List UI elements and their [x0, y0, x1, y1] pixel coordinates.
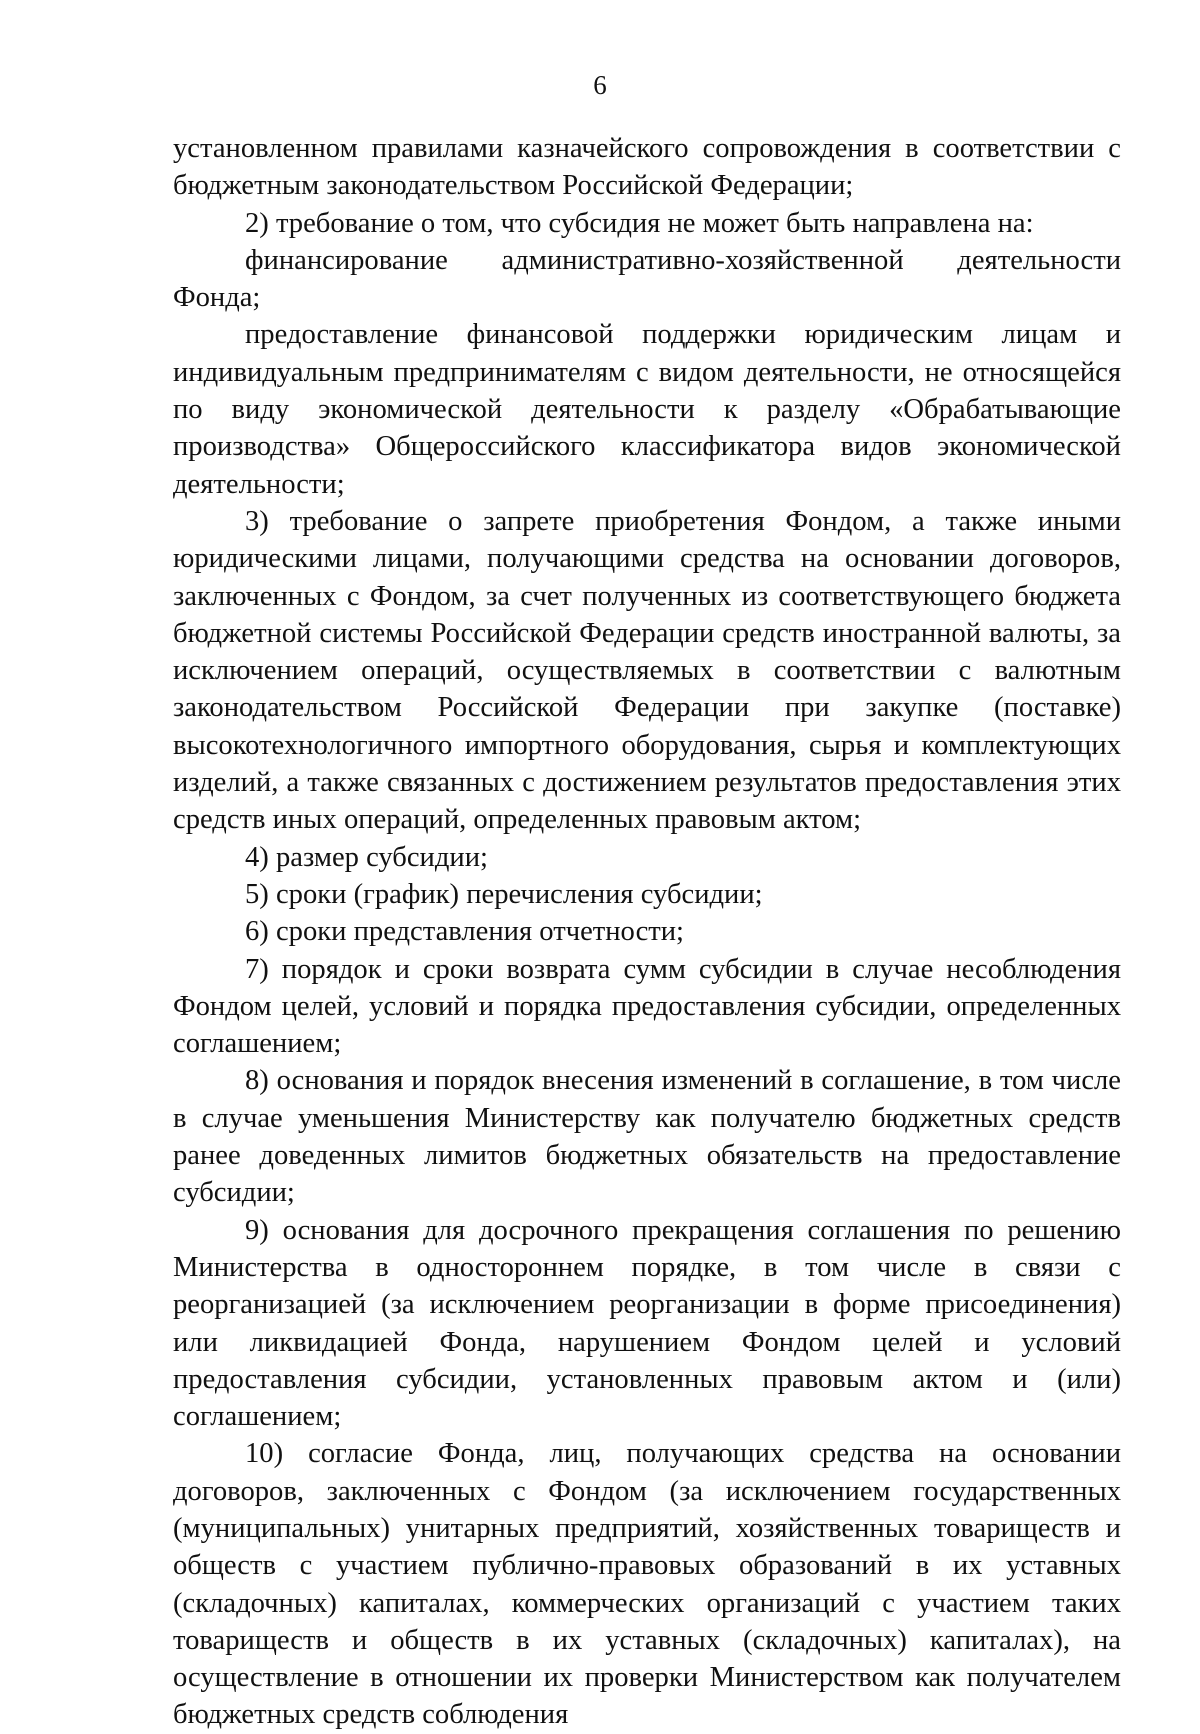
paragraph: установленном правилами казначейского сопровождения в соответствии с бюджетным законодательством Российской Федерации; [173, 133, 1121, 202]
paragraph: 8) основания и порядок внесения изменений в соглашение, в том числе в случае уменьшения Министерству как получателю бюджетных средств ранее доведенных лимитов бюджетных обязательств на предоставление субсидии; [173, 1065, 1121, 1209]
paragraph: 4) размер субсидии; [245, 841, 488, 873]
paragraph: 2) требование о том, что субсидия не может быть направлена на: [245, 207, 1034, 239]
paragraph: предоставление финансовой поддержки юридическим лицам и индивидуальным предпринимателям с видом деятельности, не относящейся по виду экономической деятельности к разделу «Обрабатывающие производства» Общероссийского классификатора видов экономической деятельности; [173, 319, 1121, 500]
page-number: 6 [593, 70, 607, 100]
paragraph: 5) сроки (график) перечисления субсидии; [245, 878, 763, 910]
document-body [173, 130, 1121, 1734]
paragraph: 6) сроки представления отчетности; [245, 916, 685, 948]
paragraph: 7) порядок и сроки возврата сумм субсидии в случае несоблюдения Фондом целей, условий и порядка предоставления субсидии, определенных соглашением; [173, 953, 1121, 1060]
paragraph: 10) согласие Фонда, лиц, получающих средства на основании договоров, заключенных с Фондом (за исключением государственных (муниципальных) унитарных предприятий, хозяйственных товариществ и обществ с участием публично-правовых образований в их уставных (складочных) капиталах, коммерческих организаций с участием таких товариществ и обществ в их уставных (складочных) капиталах), на осуществление в отношении их проверки Министерством как получателем бюджетных средств соблюдения [173, 1438, 1121, 1731]
paragraph: 9) основания для досрочного прекращения соглашения по решению Министерства в одностороннем порядке, в том числе в связи с реорганизацией (за исключением реорганизации в форме присоединения) или ликвидацией Фонда, нарушением Фондом целей и условий предоставления субсидии, установленных правовым актом и (или) соглашением; [173, 1214, 1121, 1433]
paragraph: 3) требование о запрете приобретения Фондом, а также иными юридическими лицами, получающими средства на основании договоров, заключенных с Фондом, за счет полученных из соответствующего бюджета бюджетной системы Российской Федерации средств иностранной валюты, за исключением операций, осуществляемых в соответствии с валютным законодательством Российской Федерации при закупке (поставке) высокотехнологичного импортного оборудования, сырья и комплектующих изделий, а также связанных с достижением результатов предоставления этих средств иных операций, определенных правовым актом; [173, 505, 1121, 836]
paragraph: финансирование административно-хозяйственной деятельности Фонда; [173, 244, 1121, 314]
